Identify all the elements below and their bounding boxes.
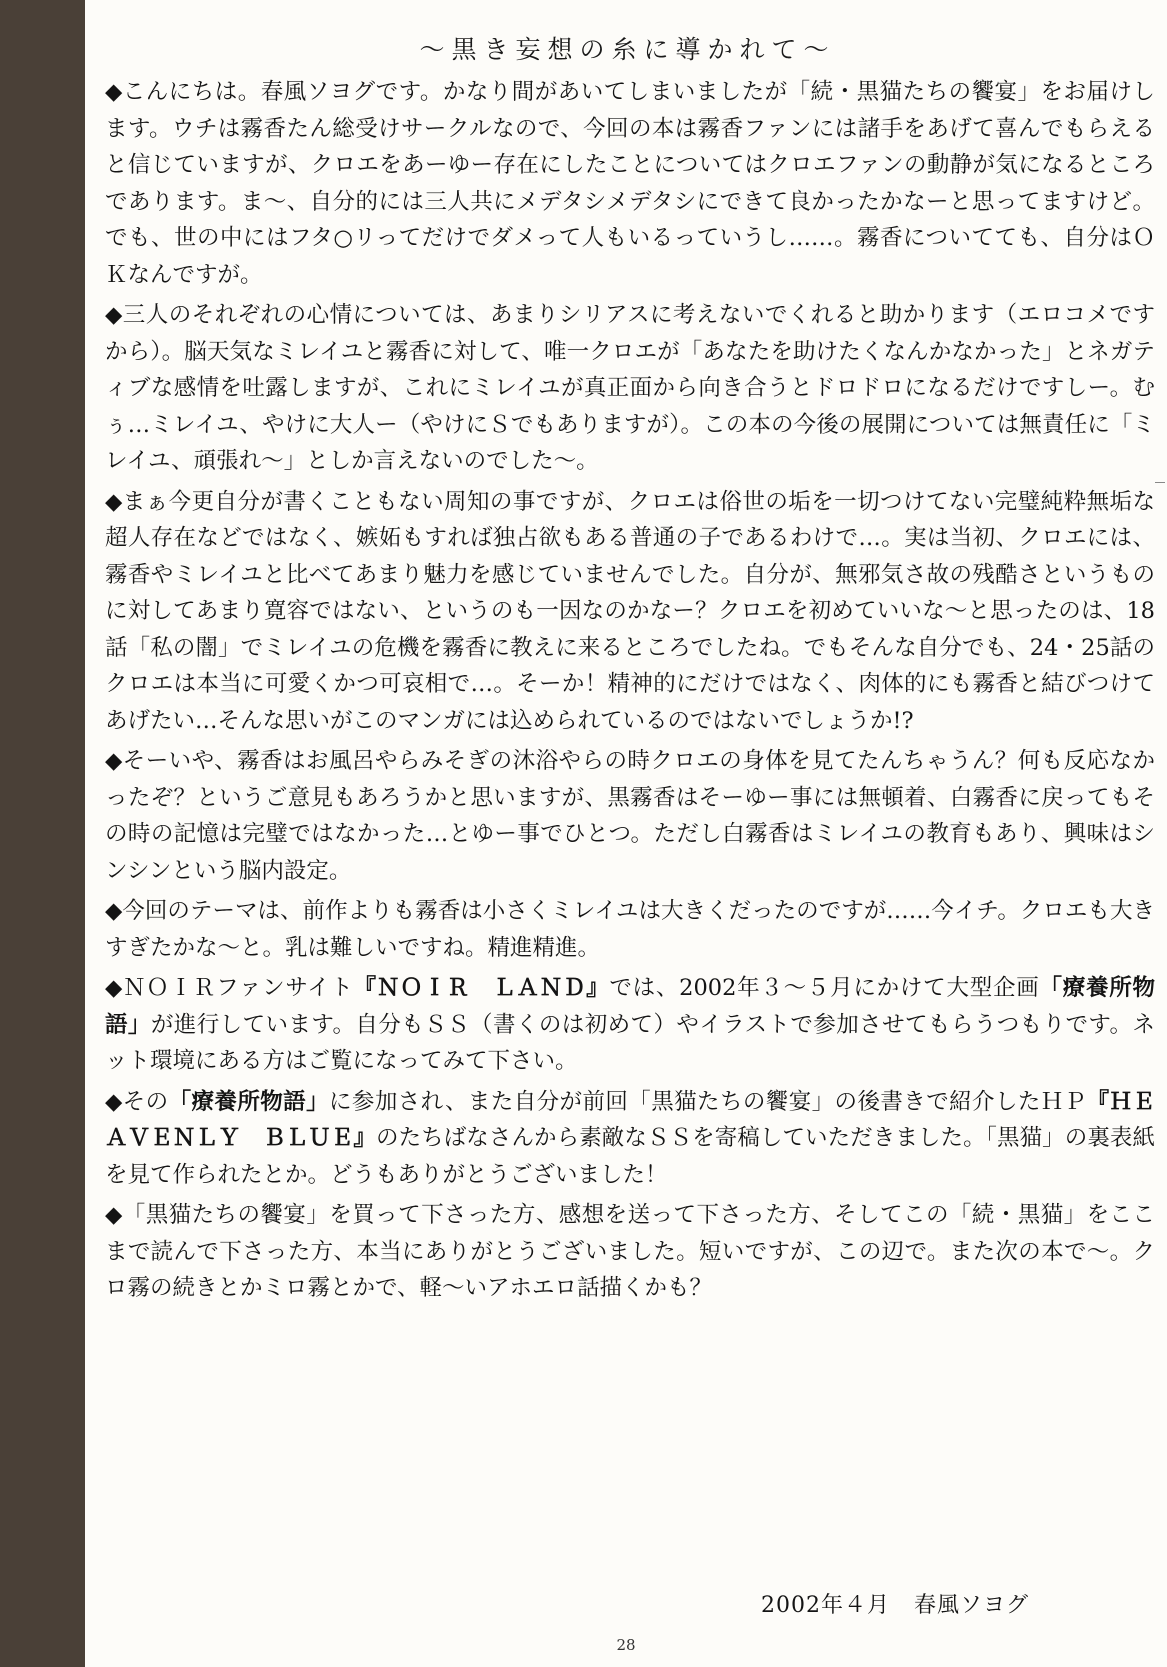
paragraph-kirika: ◆そーいや、霧香はお風呂やらみそぎの沐浴やらの時クロエの身体を見てたんちゃうん？何も反応なかったぞ？というご意見もあろうかと思いますが、黒霧香はそーゆー事には無頓着、白霧香に戻ってもその時の記憶は完璧ではなかった…とゆー事でひとつ。ただし白霧香はミレイユの教育もあり、興味はシンシンという脳内設定。	[105, 748, 1155, 884]
noir-after: が進行しています。自分もＳＳ（書くのは初めて）やイラストで参加させてもらうつもりです。ネット環境にある方はご覧になってみて下さい。	[105, 1011, 1155, 1074]
paragraph-feelings: ◆三人のそれぞれの心情については、あまりシリアスに考えないでくれると助かります（エロコメですから）。脳天気なミレイユと霧香に対して、唯一クロエが「あなたを助けたくなんかなかった」とネガティブな感情を吐露しますが、これにミレイユが真正面から向き合うとドロドロになるだけですしー。むぅ…ミレイユ、やけに大人ー（やけにＳでもありますが）。この本の今後の展開については無責任に「ミレイユ、頑張れ〜」としか言えないのでした〜。	[105, 302, 1155, 474]
heavenly-middle: に参加され、また自分が前回「黒猫たちの饗宴」の後書きで紹介したＨＰ	[329, 1088, 1087, 1115]
heavenly-intro: ◆その	[105, 1088, 169, 1115]
project-name: 「療養所物語」	[105, 975, 1155, 1038]
paragraph-theme: ◆今回のテーマは、前作よりも霧香は小さくミレイユは大きくだったのですが……今イチ。クロエも大きすぎたかな〜と。乳は難しいですね。精進精進。	[105, 898, 1155, 961]
paragraph-thanks: ◆「黒猫たちの饗宴」を買って下さった方、感想を送って下さった方、そしてこの「続・黒猫」をここまで読んで下さった方、本当にありがとうございました。短いですが、この辺で。また次の本で〜。クロ霧の続きとかミロ霧とかで、軽〜いアホエロ話描くかも？	[105, 1202, 1155, 1301]
paragraph-heavenly-blue	[105, 1084, 1155, 1198]
noir-intro: ◆ＮＯＩＲファンサイト	[105, 975, 354, 1001]
paragraph-noir-land	[105, 970, 1155, 1084]
page-number: 28	[616, 1636, 636, 1654]
signature-date: 2002年４月	[760, 1593, 890, 1618]
signature-author: 春風ソヨグ	[913, 1593, 1029, 1618]
afterword-text	[105, 74, 1155, 1311]
heavenly-blue-site-name: 『ＨＥＡＶＥＮＬＹ ＢＬＵＥ』	[105, 1088, 1155, 1151]
afterword-body	[105, 30, 1155, 1311]
heavenly-after: のたちばなさんから素敵なＳＳを寄稿していただきました。「黒猫」の裏表紙を見て作られたとか。どうもありがとうございました！	[105, 1125, 1155, 1188]
page-title: ～黒き妄想の糸に導かれて～	[419, 35, 836, 64]
project-name-2: 「療養所物語」	[168, 1088, 329, 1115]
paragraph-chloe: ◆まぁ今更自分が書くこともない周知の事ですが、クロエは俗世の垢を一切つけてない完璧純粋無垢な超人存在などではなく、嫉妬もすれば独占欲もある普通の子であるわけで…。実は当初、クロエには、霧香やミレイユと比べてあまり魅力を感じていませんでした。自分が、無邪気さ故の残酷さというものに対してあまり寛容ではない、というのも一因なのかなー？クロエを初めていいな〜と思ったのは、18話「私の闇」でミレイユの危機を霧香に教えに来るところでしたね。でもそんな自分でも、24・25話のクロエは本当に可愛くかつ可哀相で…。そーか！精神的にだけではなく、肉体的にも霧香と結びつけてあげたい…そんな思いがこのマンガには込められているのではないでしょうか!?	[105, 488, 1155, 734]
page	[85, 0, 1167, 1667]
noir-land-site-name: 『ＮＯＩＲ ＬＡＮＤ』	[353, 975, 610, 1001]
noir-middle: では、2002年３〜５月にかけて大型企画	[609, 975, 1040, 1001]
paragraph-greeting: ◆こんにちは。春風ソヨグです。かなり間があいてしまいましたが「続・黒猫たちの饗宴」をお届けします。ウチは霧香たん総受けサークルなので、今回の本は霧香ファンには諸手をあげて喜んでもらえると信じていますが、クロエをあーゆー存在にしたことについてはクロエファンの動静が気になるところであります。ま〜、自分的には三人共にメデタシメデタシにできて良かったかなーと思ってますけど。でも、世の中にはフタ○リってだけでダメって人もいるっていうし……。霧香についてても、自分はＯＫなんですが。	[105, 79, 1155, 288]
signature	[761, 1588, 1029, 1619]
edge-mark	[1155, 482, 1165, 483]
